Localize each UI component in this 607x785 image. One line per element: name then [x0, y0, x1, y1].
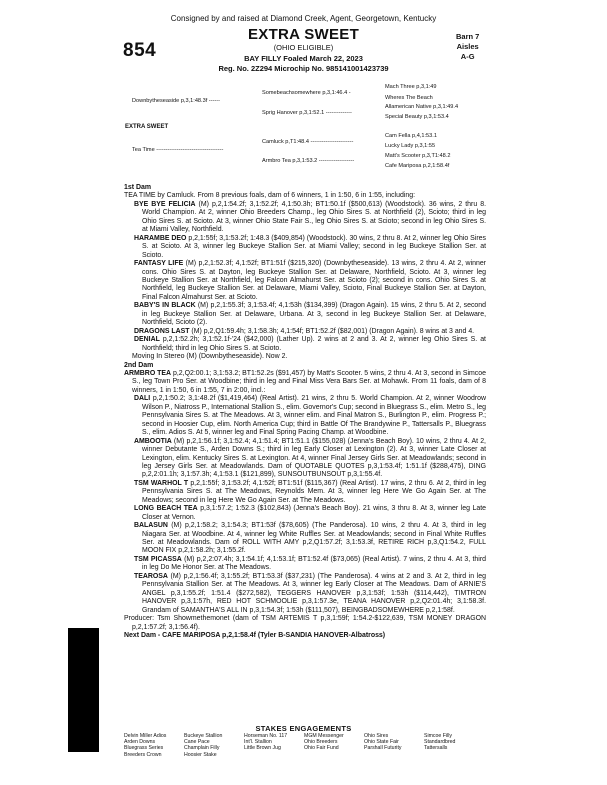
pedigree-sire-sire: Somebeachsomewhere p,3,1:46.4 - — [262, 90, 351, 96]
second-dam-foal: BALASUN (M) p,2,1:58.2; 3,1:54.3; BT1:53f ($78,605) (The Panderosa). 10 wins, 2 thru 4. At 3, third in leg Niagara Ser. at Woodbine. At 4, winner leg White Ruffles Ser. at Meadowlands; second in Final White Ruffles Ser. at Meadowlands. Dam of ROLL WITH AMY p,2,Q1:57.2f; 3,1:53.3f, RETIRE RICH p,3,Q1:54.2, FULL MOON FIX p,2,1:58.2h; 3,1:55.2f. — [134, 522, 486, 555]
pedigree-ss-dam: Wheres The Beach — [385, 95, 433, 101]
eligibility: (OHIO ELIGIBLE) — [273, 43, 334, 52]
stakes-item: Hoosier Stake — [184, 751, 217, 758]
pedigree-dd-sire: Matt's Scooter p,3,T1:48.2 — [385, 153, 451, 159]
second-dam-heading: 2nd Dam — [124, 361, 154, 369]
stakes-column — [244, 733, 287, 752]
stakes-item: Bluegrass Series — [124, 745, 164, 752]
registration-line: Reg. No. 2Z294 Microchip No. 985141001423739 — [218, 64, 389, 73]
first-dam-heading: 1st Dam — [124, 184, 151, 191]
stakes-item: Standardbred — [424, 739, 456, 746]
stakes-item: Cane Pace — [184, 739, 210, 746]
stakes-item: Int'l. Stallion — [244, 739, 272, 746]
first-dam-foal: HARAMBE DEO p,2,1:55f; 3,1:53.2f; 1:48.3 ($409,854) (Woodstock). 30 wins, 2 thru 8. At 2, winner leg Ohio Sires S. at Scioto. At 3, winner leg Buckeye Stallion Ser. at Miami Valley; second in leg Buckeye Stallion Ser. at Scioto. — [134, 234, 486, 259]
stakes-item: Tattersalls — [424, 745, 448, 752]
horse-name: EXTRA SWEET — [247, 26, 360, 43]
pedigree-dam-sire: Camluck p,T1:48.4 ----------------------- — [262, 139, 354, 145]
stakes-item: Champlain Filly — [184, 745, 220, 752]
first-dam-foal: DENIAL p,2,1:52.2h; 3,1:52.1f-'24 ($42,000) (Lather Up). 2 wins at 2 and 3. At 2, winner leg Ohio Sires S. at Northfield; third in leg Ohio Sires S. at Scioto. — [134, 336, 486, 352]
producer-line: Producer: Tsm Showmethemonet (dam of TSM ARTEMIS T p,3,1:59f; 1:54.2-$122,639, TSM MONEY DRAGON p,2,1:57.2f; 3,1:56.4f). — [124, 615, 486, 631]
consignor-line: Consigned by and raised at Diamond Creek, Agent, Georgetown, Kentucky — [170, 14, 437, 23]
aisle-range: A-G — [460, 52, 475, 61]
pedigree-horse: EXTRA SWEET — [125, 124, 169, 130]
pedigree-ds-dam: Lucky Lady p,3,1:55 — [385, 143, 436, 149]
stakes-title: STAKES ENGAGEMENTS — [255, 724, 352, 733]
stakes-item: Delvin Miller Adios — [124, 733, 167, 739]
barn-label: Barn 7 — [456, 32, 480, 41]
stakes-item: Ohio Breeders — [304, 739, 338, 746]
foaled-line: BAY FILLY Foaled March 22, 2023 — [244, 54, 363, 63]
pedigree-sire-dam: Sprig Hanover p,3,1:52.1 -------------- — [262, 110, 352, 116]
first-dam-foal: BYE BYE FELICIA (M) p,2,1:54.2f; 3,1:52.2f; 4,1:50.3h; BT1:50.1f ($500,613) (Woodstock). 36 wins, 2 thru 8. World Champion. At 2, winner Ohio Breeders Champ., leg Ohio Sires S. at Northfield (2), Scioto; third in leg Ohio Sires S. at Scioto. At 3, winner Ohio State Fair S., leg Ohio Sires S. at Scioto; second in leg Ohio Sires S. at Miami Valley, Northfield. — [134, 200, 486, 234]
pedigree-sd-dam: Special Beauty p,3,1:53.4 — [385, 114, 449, 120]
pedigree-dam: Tea Time ------------------------------------ — [132, 147, 224, 153]
first-dam-foal: DRAGONS LAST (M) p,2,Q1:59.4h; 3,1:58.3h; 4,1:54f; BT1:52.2f ($82,001) (Dragon Again). 8 wins at 3 and 4. — [134, 327, 475, 335]
pedigree-ds-sire: Cam Fella p,4,1:53.1 — [385, 133, 437, 139]
stakes-item: Buckeye Stallion — [184, 733, 223, 739]
pedigree-dam-dam: Armbro Tea p,3,1:53.2 ------------------- — [262, 158, 355, 164]
barn-location — [456, 32, 479, 62]
moving-in-stereo: Moving In Stereo (M) (Downbytheseaside). Now 2. — [132, 353, 288, 361]
stakes-item: Breeders Crown — [124, 751, 162, 758]
stakes-item: Ohio State Fair — [364, 739, 399, 746]
second-dam-foal: LONG BEACH TEA p,3,1:57.2; 1:52.3 ($102,843) (Jenna's Beach Boy). 21 wins, 3 thru 8. At 3, winner leg Late Closer at Vernon. — [134, 505, 486, 521]
stakes-column — [184, 733, 222, 758]
pedigree-sire: Downbytheseaside p,3,1:48.3f ------ — [132, 98, 220, 104]
second-dam-foal: DALI p,2,1:50.2; 3,1:48.2f ($1,419,464) (Real Artist). 21 wins, 2 thru 5. World Champion. At 2, winner Woodrow Wilson P., Niatross P., International Stallion S., elim. Governor's Cup; second in Bluegrass S., elim. Metro S., leg Pennsylvania Sires S. at The Meadows. At 3, winner elim. and Final Matron S., Burlington P., elim. Progress P.; second in Hoosier Cup, elim. North America Cup; third in Battle Of The Brandywine P., Tattersalls P., Bluegrass S., elim. Adios S. At 5, winner leg and Final Spring Pacing Champ. at Woodbine. — [134, 395, 486, 437]
second-dam-foal: AMBOOTIA (M) p,2,1:56.1f; 3,1:52.4; 4,1:51.4; BT1:51.1 ($155,028) (Jenna's Beach Boy). 10 wins, 2 thru 4. At 2, winner Debutante S., Arden Downs S.; third in leg Early Closer at Lexington (2). At 3, winner Late Closer at Lexington, elim. Kentucky Sires S. at Lexington. At 4, winner Final Jersey Girls Ser. at Meadowlands; second in leg Jersey Girls Ser. at Meadowlands. Dam of QUOTABLE QUOTES p,3,1:53.4f; 1:51.1f ($288,475), DING p,2,2:01.1h; 3,1:57.3h; 4,1:53.1 ($121,899), SUNSOUTBUNSOUT p,3,1:55.4f. — [134, 437, 486, 479]
second-dam-foal: TSM WARHOL T p,2,1:55f; 3,1:53.2f; 4,1:52f; BT1:51f ($115,367) (Real Artist). 17 wins, 2 thru 6. At 2, third in leg Pennsylvania Sires S. at The Meadows, Reynolds Mem. At 3, winner leg Here We Go Again Ser. at The Meadows; second in leg Here We Go Again Ser. at The Meadows. — [134, 479, 486, 504]
stakes-item: Ohio Fair Fund — [304, 745, 339, 752]
stakes-item: Little Brown Jug — [244, 745, 281, 752]
page-edge-bar — [68, 628, 99, 752]
pedigree-ss-sire: Mach Three p,3,1:49 — [385, 84, 437, 90]
stakes-column — [124, 733, 166, 758]
stakes-item: Simcoe Filly — [424, 733, 452, 739]
aisles-label: Aisles — [456, 42, 479, 51]
stakes-column — [364, 733, 401, 752]
second-dam-intro: ARMBRO TEA p,2,Q2:00.1; 3,1:53.2; BT1:52.2s ($91,457) by Matt's Scooter. 5 wins, 2 thru 4. At 3, second in Simcoe S., leg Town Pro Ser. at Woodbine; third in leg and Final Miss Vera Bars Ser. at Mohawk. From 11 foals, dam of 8 winners, 1 in 1:50, 6 in 1:55, 7 in 2:00, incl.: — [124, 369, 486, 394]
pedigree-dd-dam: Cafe Mariposa p,2,1:58.4f — [385, 163, 450, 169]
first-dam-intro: TEA TIME by Camluck. From 8 previous foals, dam of 6 winners, 1 in 1:50, 6 in 1:55, including: — [124, 192, 415, 200]
catalog-body — [124, 184, 486, 640]
stakes-item: Ohio Sires — [364, 733, 389, 739]
second-dam-foal: TSM PICASSA (M) p,2,2:07.4h; 3,1:54.1f; 4,1:53.1f; BT1:52.4f ($73,065) (Real Artist). 7 wins, 2 thru 4. At 3, third in leg Do Me Honor Ser. at The Meadows. — [134, 555, 486, 572]
stakes-item: Arden Downs — [124, 739, 156, 746]
stakes-item: MGM Messenger — [304, 733, 344, 739]
next-dam-line: Next Dam - CAFE MARIPOSA p,2,1:58.4f (Tyler B-SANDIA HANOVER-Albatross) — [124, 632, 386, 640]
stakes-column — [424, 733, 455, 752]
stakes-item: Parshall Futurity — [364, 745, 402, 752]
pedigree-sd-sire: Allamerican Native p,3,1:49.4 — [385, 104, 459, 110]
stakes-column — [304, 733, 344, 752]
second-dam-foal: TEAROSA (M) p,2,1:56.4f; 3,1:55.2f; BT1:53.3f ($37,231) (The Panderosa). 4 wins at 2 and 3. At 2, third in leg Pennsylvania Stallion Ser. at The Meadows. At 3, winner leg Early Closer at The Meadows. Dam of ARNIE'S ANGEL p,3,1:55.2f; 1:51.4 ($272,582), TEGGERS HANOVER p,3,1:53f; 1:53h ($114,442), TIMTRON HANOVER p,3,1:57h, RED HOT SCHMOOLIE p,3,1:57.3e, TEANA HANOVER p,2,Q2:01.4h; 3,1:58.3f. Grandam of SAMANTHA'S ALL IN p,3,1:54.3f; 1:53h ($111,507), BEINGBADSOMEWHERE p,2,1:58f. — [134, 572, 486, 614]
first-dam-foal: FANTASY LIFE (M) p,2,1:52.3f; 4,1:52f; BT1:51f ($215,320) (Downbytheseaside). 13 wins, 2 thru 4. At 2, winner cons. Ohio Sires S. at Dayton, leg Buckeye Stallion Ser. at Delaware, Northfield, Scioto. At 3, winner leg Buckeye Stallion Ser. at Northfield, leg Falcon Almahurst Ser. at Scioto (2); second in cons. Ohio Sires S. at Northfield, leg Buckeye Stallion Ser. at Delaware, Miami Valley, Scioto, Final Buckeye Stallion Ser. at Dayton, Final Falcon Almahurst Ser. at Scioto. — [134, 260, 486, 301]
first-dam-foal: BABY'S IN BLACK (M) p,2,1:55.3f; 3,1:53.4f; 4,1:53h ($134,399) (Dragon Again). 15 wins, 2 thru 5. At 2, second in leg Buckeye Stallion Ser. at Delaware, Urbana. At 3, second in leg Buckeye Stallion Ser. at Delaware, Northfield, Scioto (2). — [134, 302, 486, 327]
stakes-item: Horseman No. 117 — [244, 733, 288, 739]
hip-number: 854 — [123, 40, 157, 61]
